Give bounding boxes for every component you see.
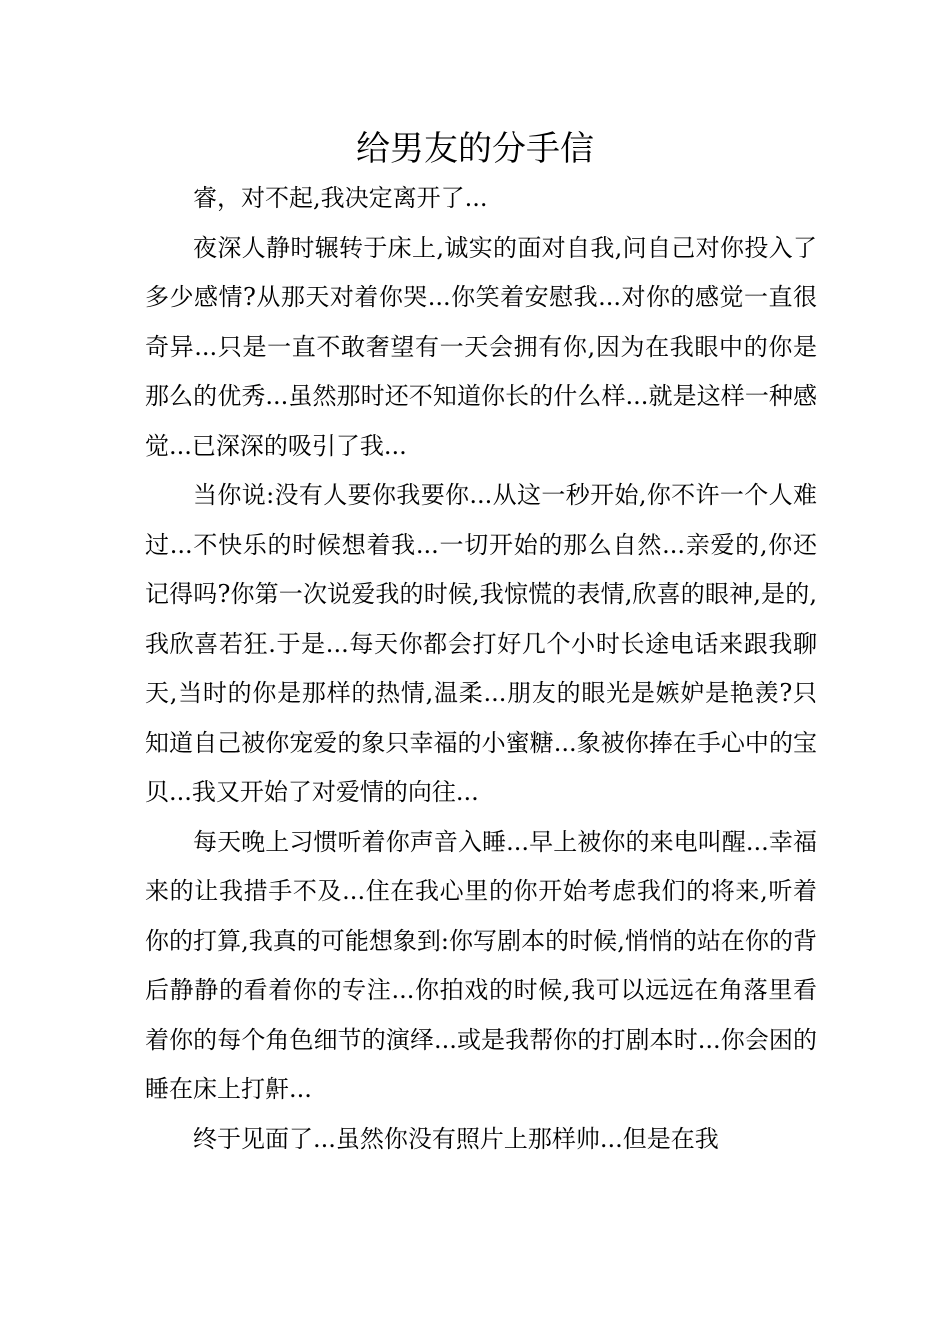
paragraph: 睿，对不起,我决定离开了... bbox=[193, 184, 488, 212]
paragraph: 夜深人静时辗转于床上,诚实的面对自我,问自己对你投入了多少感情?从那天对着你哭...你笑着安慰我...对你的感觉一直很奇异...只是一直不敢奢望有一天会拥有你,因为在我眼中的你是那么的优秀...虽然那时还不知道你长的什么样...就是这样一种感觉...已深深的吸引了我... bbox=[145, 233, 817, 460]
paragraph: 终于见面了...虽然你没有照片上那样帅...但是在我 bbox=[193, 1124, 719, 1153]
paragraph: 当你说:没有人要你我要你...从这一秒开始,你不许一个人难过...不快乐的时候想着我...一切开始的那么自然...亲爱的,你还记得吗?你第一次说爱我的时候,我惊慌的表情,欣喜的眼神,是的,我欣喜若狂.于是...每天你都会打好几个小时长途电话来跟我聊天,当时的你是那样的热情,温柔...朋友的眼光是嫉妒是艳羡?只知道自己被你宠爱的象只幸福的小蜜糖...象被你捧在手心中的宝贝...我又开始了对爱情的向往... bbox=[145, 481, 817, 806]
document-title: 给男友的分手信 bbox=[356, 129, 594, 169]
paragraph: 每天晚上习惯听着你声音入睡...早上被你的来电叫醒...幸福来的让我措手不及...住在我心里的你开始考虑我们的将来,听着你的打算,我真的可能想象到:你写剧本的时候,悄悄的站在你的背后静静的看着你的专注...你拍戏的时候,我可以远远在角落里看着你的每个角色细节的演绎...或是我帮你的打剧本时...你会困的睡在床上打鼾... bbox=[145, 827, 817, 1103]
document-body bbox=[145, 174, 817, 1164]
